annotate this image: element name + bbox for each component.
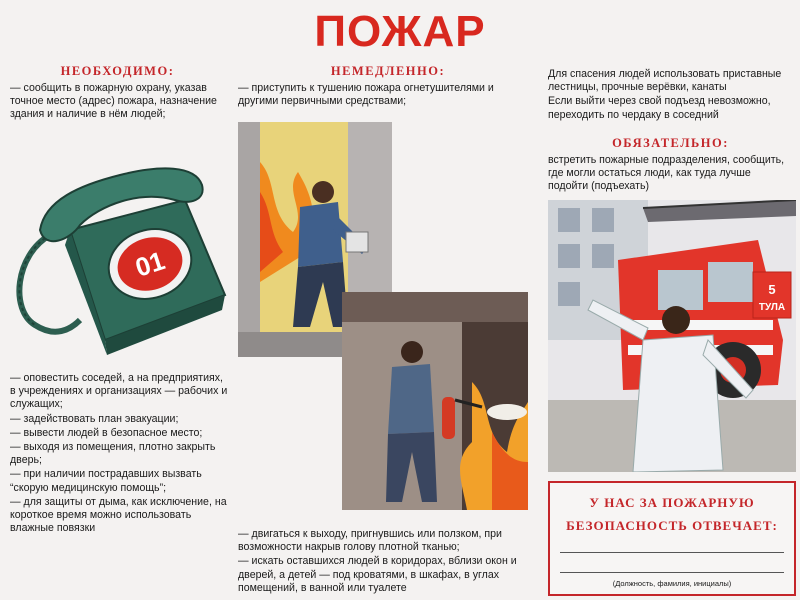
immediately-intro: — приступить к тушению пожара огнетушителями и другими первичными средствами;: [238, 82, 494, 108]
sign-line: [560, 572, 784, 573]
list-item: — вывести людей в безопасное место;: [10, 426, 203, 439]
mandatory-text: встретить пожарные подразделения, сообщить, где могли остаться люди, как туда лучше подойти (подъехать): [548, 154, 785, 193]
sign-title: У НАС ЗА ПОЖАРНУЮ БЕЗОПАСНОСТЬ ОТВЕЧАЕТ:: [566, 495, 778, 533]
heading-mandatory: ОБЯЗАТЕЛЬНО:: [612, 136, 729, 150]
list-item: — оповестить соседей, а на предприятиях, в учреждениях и организациях — рабочих и служащих;: [10, 372, 228, 411]
poster-title: ПОЖАР: [314, 7, 486, 56]
list-item: — для защиты от дыма, как исключение, на короткое время можно использовать влажные повязки: [10, 495, 227, 535]
truck-city: ТУЛА: [758, 302, 786, 313]
immediately-list: [238, 528, 534, 596]
sign-line: [560, 552, 784, 553]
list-item: — задействовать план эвакуации;: [10, 412, 179, 425]
required-intro: — сообщить в пожарную охрану, указав точное место (адрес) пожара, назначение здания и наличие в нём людей;: [10, 82, 217, 121]
responsible-person-sign: [548, 481, 796, 596]
heading-immediately: НЕМЕДЛЕННО:: [330, 64, 446, 78]
fire-truck-illustration: [548, 200, 796, 472]
rescue-instructions: [548, 68, 793, 123]
extinguisher-illustration: [342, 292, 528, 510]
list-item: Если выйти через свой подъезд невозможно, переходить по чердаку в соседний: [548, 95, 771, 121]
emergency-number-01: 01: [131, 245, 169, 283]
telephone-illustration: [10, 160, 232, 365]
list-item: — искать оставшихся людей в коридорах, вблизи окон и дверей, а детей — под кроватями, в шкафах, в углах помещений, в ванной или туалете: [238, 555, 517, 594]
truck-number: 5: [768, 282, 776, 297]
heading-required: НЕОБХОДИМО:: [60, 64, 175, 78]
list-item: — при наличии пострадавших вызвать “скорую медицинскую помощь”;: [10, 468, 202, 494]
list-item: — двигаться к выходу, пригнувшись или ползком, при возможности накрыв голову плотной тканью;: [238, 528, 502, 554]
required-list: [10, 372, 228, 536]
list-item: Для спасения людей использовать приставные лестницы, прочные верёвки, канаты: [548, 68, 782, 94]
list-item: — выходя из помещения, плотно закрыть дверь;: [10, 441, 216, 467]
sign-caption: (Должность, фамилия, инициалы): [612, 579, 732, 588]
